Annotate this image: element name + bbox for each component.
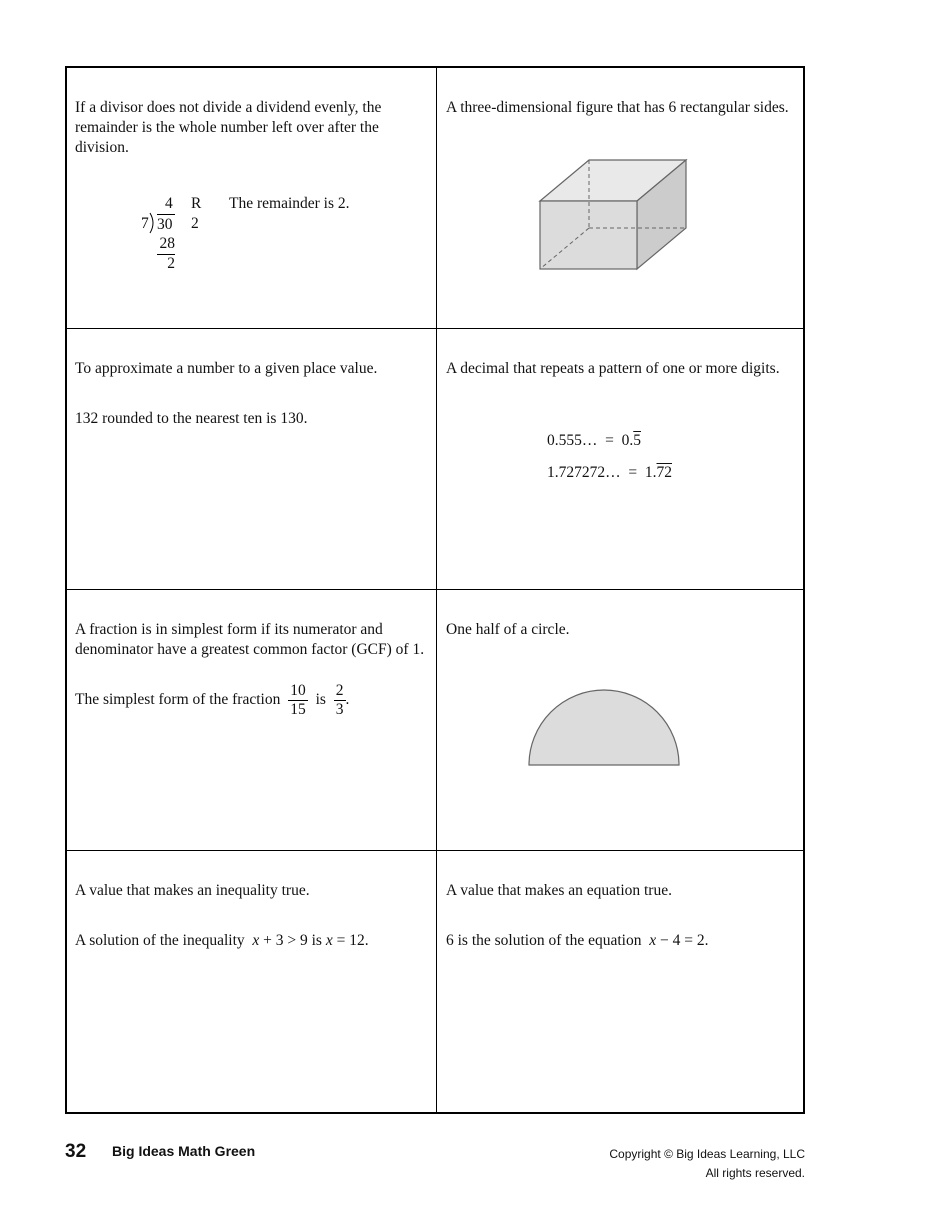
- rounding-example: 132 rounded to the nearest ten is 130.: [75, 410, 308, 427]
- equation-definition: A value that makes an equation true.: [446, 882, 672, 899]
- divisor: 7: [141, 215, 149, 232]
- card-repeating-decimal: [437, 329, 805, 590]
- rounding-definition: To approximate a number to a given place value.: [75, 360, 378, 377]
- repeating-decimal-definition: A decimal that repeats a pattern of one or more digits.: [446, 360, 780, 377]
- quotient: 4: [165, 195, 173, 212]
- card-inequality-solution: [67, 851, 437, 1112]
- rights-line: All rights reserved.: [705, 1166, 805, 1180]
- division-result: 2: [167, 255, 175, 272]
- repeating-decimal-examples: [547, 431, 672, 495]
- card-rounding: [67, 329, 437, 590]
- dividend: 30: [157, 214, 175, 235]
- remainder-definition: If a divisor does not divide a dividend evenly, the remainder is the whole number left over after the division.: [75, 99, 382, 156]
- semicircle-definition: One half of a circle.: [446, 621, 570, 638]
- remainder-label: R 2: [191, 195, 202, 232]
- card-semicircle: [437, 590, 805, 851]
- division-bracket-icon: [149, 212, 157, 234]
- subtract-value: 28: [157, 234, 175, 255]
- inequality-example: A solution of the inequality x + 3 > 9 is x = 12.: [75, 932, 369, 949]
- repeating-example-1: 0.555… = 0.5: [547, 432, 641, 449]
- fraction-10-15: $\frac{10}{15}$: [290, 682, 306, 718]
- card-rectangular-prism: [437, 68, 805, 329]
- book-title: Big Ideas Math Green: [112, 1143, 256, 1159]
- card-simplest-form: [67, 590, 437, 851]
- simplest-form-definition: A fraction is in simplest form if its numerator and denominator have a greatest common factor (GCF) of 1.: [75, 621, 425, 658]
- prism-definition: A three-dimensional figure that has 6 rectangular sides.: [446, 99, 789, 116]
- fraction-2-3: $\frac{2}{3}$: [335, 682, 344, 718]
- repeating-example-2: 1.727272… = 1.72: [547, 464, 672, 481]
- semicircle-icon: [527, 688, 681, 768]
- card-equation-solution: [437, 851, 805, 1112]
- simplest-form-example: The simplest form of the fraction $\frac{10}{15}$ is $\frac{2}{3}$ .: [75, 682, 350, 718]
- inequality-definition: A value that makes an inequality true.: [75, 882, 310, 899]
- flashcard-grid: [65, 66, 805, 1114]
- rectangular-prism-icon: [537, 156, 689, 272]
- page-number: 32: [65, 1141, 87, 1162]
- card-remainder: [67, 68, 437, 329]
- copyright-line: Copyright © Big Ideas Learning, LLC: [609, 1147, 805, 1161]
- copyright-notice: [609, 1145, 805, 1183]
- remainder-text: The remainder is 2.: [229, 195, 350, 212]
- equation-example: 6 is the solution of the equation x − 4 = 2.: [446, 932, 709, 949]
